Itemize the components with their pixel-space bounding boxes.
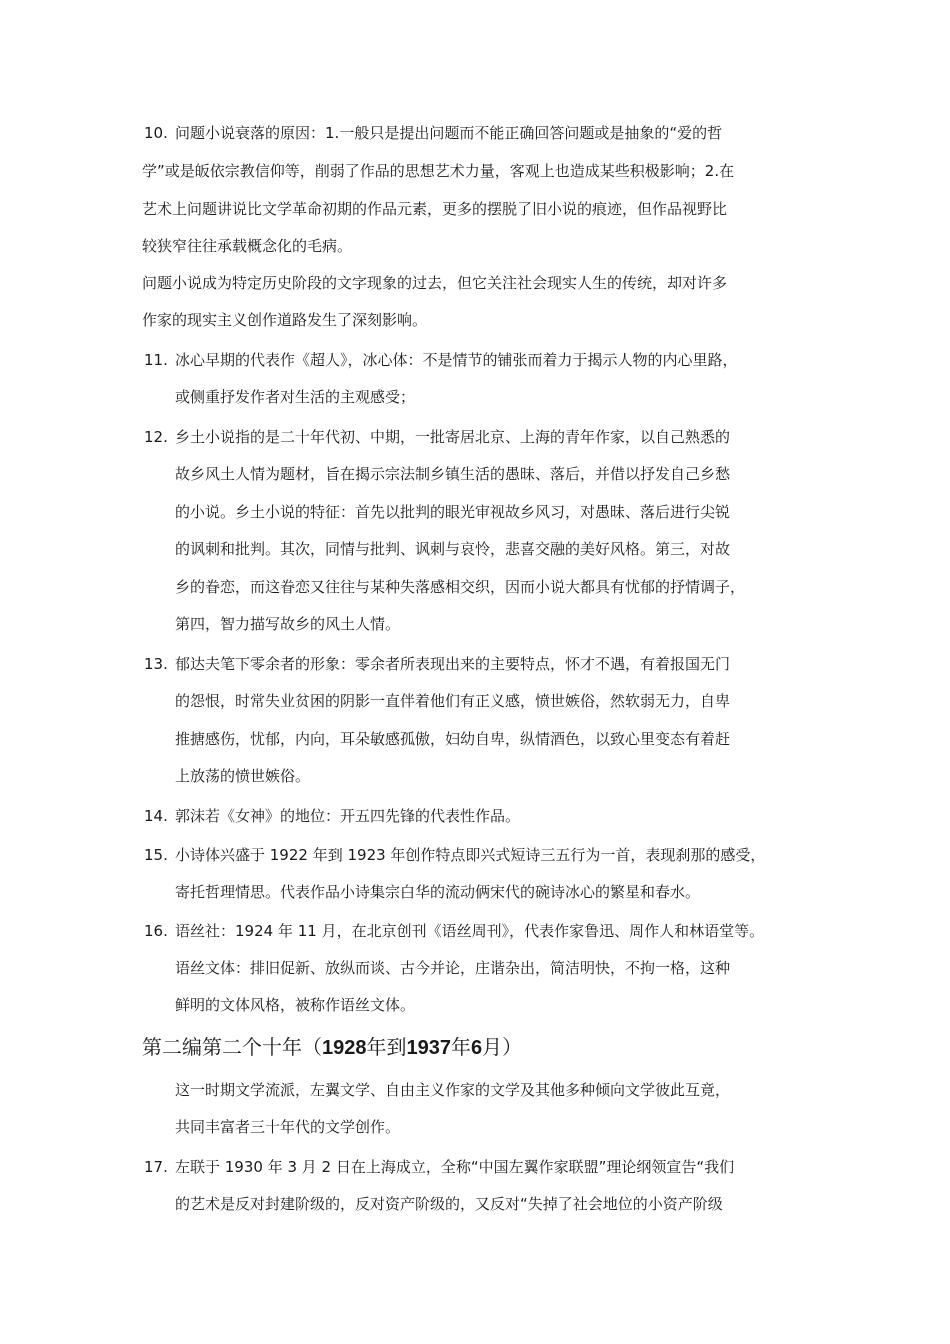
item-10-line: 学”或是皈依宗教信仰等，削弱了作品的思想艺术力量，客观上也造成某些积极影响；2.在 <box>142 162 735 180</box>
item-10-line: 问题小说衰落的原因：1.一般只是提出问题而不能正确回答问题或是抽象的“爱的哲 <box>175 124 723 142</box>
item-12-line: 故乡风土人情为题材，旨在揭示宗法制乡镇生活的愚昧、落后，并借以抒发自己乡愁 <box>175 465 731 483</box>
item-number: 11. <box>144 351 168 369</box>
item-13-line: 郁达夫笔下零余者的形象：零余者所表现出来的主要特点，怀才不遇，有着报国无门 <box>175 655 731 673</box>
section-heading <box>142 1034 522 1061</box>
item-number: 13. <box>144 655 168 673</box>
item-14-line: 郭沫若《女神》的地位：开五四先锋的代表性作品。 <box>175 807 521 825</box>
item-17-line: 左联于 1930 年 3 月 2 日在上海成立，全称“中国左翼作家联盟”理论纲领宣告“我们 <box>175 1158 735 1176</box>
item-number: 15. <box>144 846 168 864</box>
item-15-line: 小诗体兴盛于 1922 年到 1923 年创作特点即兴式短诗三五行为一首，表现刹那的感受， <box>175 846 766 864</box>
item-10-line: 问题小说成为特定历史阶段的文字现象的过去，但它关注社会现实人生的传统，却对许多 <box>142 274 728 292</box>
item-15-line: 寄托哲理情思。代表作品小诗集宗白华的流动俩宋代的碗诗冰心的繁星和春水。 <box>175 883 701 901</box>
item-13-line: 推搪感伤，忧郁，内向，耳朵敏感孤傲，妇幼自卑，纵情酒色，以致心里变态有着赶 <box>175 730 731 748</box>
item-12-line: 乡土小说指的是二十年代初、中期，一批寄居北京、上海的青年作家，以自己熟悉的 <box>175 428 731 446</box>
item-number: 12. <box>144 428 168 446</box>
item-11-line: 冰心早期的代表作《超人》，冰心体：不是情节的铺张而着力于揭示人物的内心里路， <box>175 351 738 369</box>
heading-part: 年到 <box>366 1035 407 1059</box>
item-12-line: 的讽刺和批判。其次，同情与批判、讽刺与哀怜，悲喜交融的美好风格。第三，对故 <box>175 540 731 558</box>
heading-part: 第二编第二个十年（ <box>142 1035 322 1059</box>
heading-part: 年 <box>451 1035 471 1059</box>
item-number: 17. <box>144 1158 168 1176</box>
heading-year: 1937 <box>406 1037 451 1059</box>
item-12-line: 第四，智力描写故乡的风土人情。 <box>175 615 401 633</box>
item-16-line: 语丝社：1924 年 11 月，在北京创刊《语丝周刊》，代表作家鲁迅、周作人和林语堂等。 <box>175 922 765 940</box>
item-16-line: 鲜明的文体风格，被称作语丝文体。 <box>175 996 416 1014</box>
item-10-line: 较狭窄往往承载概念化的毛病。 <box>142 237 353 255</box>
item-13-line: 上放荡的愤世嫉俗。 <box>175 767 311 785</box>
item-11-line: 或侧重抒发作者对生活的主观感受； <box>175 388 416 406</box>
heading-year: 1928 <box>322 1037 367 1059</box>
item-12-line: 乡的眷恋，而这眷恋又往往与某种失落感相交织，因而小说大都具有忧郁的抒情调子， <box>175 578 746 596</box>
item-16-line: 语丝文体：排旧促新、放纵而谈、古今并论，庄谐杂出，简洁明快，不拘一格，这种 <box>175 959 731 977</box>
item-number: 10. <box>144 124 168 142</box>
item-13-line: 的怨恨，时常失业贫困的阴影一直伴着他们有正义感，愤世嫉俗，然软弱无力，自卑 <box>175 692 731 710</box>
item-10-line: 艺术上问题讲说比文学革命初期的作品元素，更多的摆脱了旧小说的痕迹，但作品视野比 <box>142 200 728 218</box>
heading-part: 月） <box>482 1035 523 1059</box>
item-17-line: 的艺术是反对封建阶级的，反对资产阶级的，又反对“失掉了社会地位的小资产阶级 <box>175 1195 723 1213</box>
item-number: 16. <box>144 922 168 940</box>
item-10-line: 作家的现实主义创作道路发生了深刻影响。 <box>142 311 428 329</box>
item-number: 14. <box>144 807 168 825</box>
intro-line: 这一时期文学流派，左翼文学、自由主义作家的文学及其他多种倾向文学彼此互竟， <box>175 1081 731 1099</box>
intro-line: 共同丰富者三十年代的文学创作。 <box>175 1118 401 1136</box>
item-12-line: 的小说。乡土小说的特征：首先以批判的眼光审视故乡风习，对愚昧、落后进行尖锐 <box>175 503 731 521</box>
heading-month: 6 <box>471 1037 483 1059</box>
